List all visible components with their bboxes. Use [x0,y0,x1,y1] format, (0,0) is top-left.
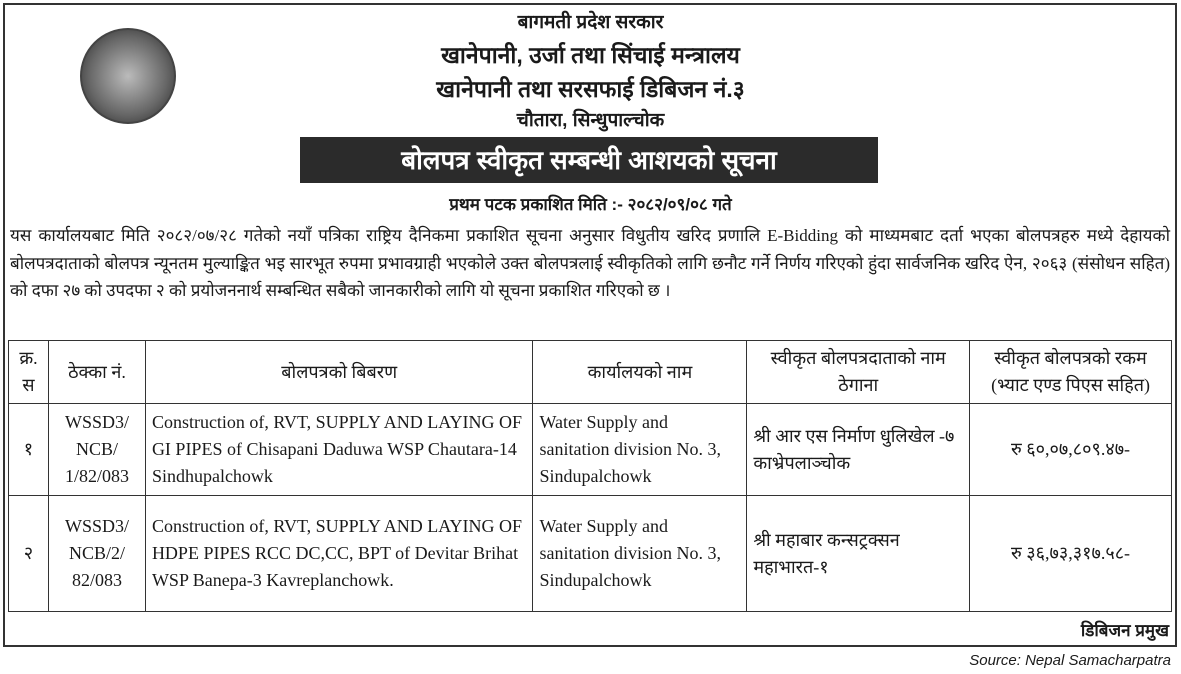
cell-bidder: श्री महाबार कन्सट्रक्सन महाभारत-१ [747,496,970,612]
cell-description: Construction of, RVT, SUPPLY AND LAYING OF GI PIPES of Chisapani Daduwa WSP Chautara-14 Sindhupalchowk [145,404,533,496]
cell-office: Water Supply and sanitation division No. 3, Sindupalchowk [533,496,747,612]
division-name: खानेपानी तथा सरसफाई डिबिजन नं.३ [436,76,745,102]
cell-sn: १ [9,404,49,496]
source-credit: Source: Nepal Samacharpatra [969,652,1171,669]
col-description: बोलपत्रको बिबरण [145,341,533,404]
cell-amount: रु ६०,०७,८०९.४७- [970,404,1172,496]
notice-body: यस कार्यालयबाट मिति २०८२/०७/२८ गतेको नयाँ पत्रिका राष्ट्रिय दैनिकमा प्रकाशित सूचना अनुसार विधुतीय खरिद प्रणालि E-Bidding को माध्यमबाट दर्ता भएका बोलपत्रहरु मध्ये देहायको बोलपत्रदाताको बोलपत्र न्यूनतम मुल्याङ्कित भइ सारभूत रुपमा प्रभावग्राही भएकोले उक्त बोलपत्रलाई स्वीकृतिको लागि छनौट गर्ने निर्णय गरिएको हुंदा सार्वजनिक खरिद ऐन, २०६३ (संसोधन सहित) को दफा २७ को उपदफा २ को प्रयोजननार्थ सम्बन्धित सबैको जानकारीको लागि यो सूचना प्रकाशित गरिएको छ । [10,226,1170,300]
cell-sn: २ [9,496,49,612]
published-date: प्रथम पटक प्रकाशित मिति :- २०८२/०९/०८ गते [449,195,732,214]
col-sn: क्र. स [9,341,49,404]
signature-division-chief: डिबिजन प्रमुख [1080,621,1169,640]
col-bidder: स्वीकृत बोलपत्रदाताको नाम ठेगाना [747,341,970,404]
bid-table [8,340,1172,612]
table-row [9,496,1172,612]
col-office: कार्यालयको नाम [533,341,747,404]
col-amount: स्वीकृत बोलपत्रको रकम (भ्याट एण्ड पिएस सहित) [970,341,1172,404]
cell-office: Water Supply and sanitation division No. 3, Sindupalchowk [533,404,747,496]
col-contract-no: ठेक्का नं. [48,341,145,404]
cell-contract-no: WSSD3/ NCB/2/ 82/083 [48,496,145,612]
office-location: चौतारा, सिन्धुपाल्चोक [516,110,665,131]
table-header-row [9,341,1172,404]
province-govt: बागमती प्रदेश सरकार [517,12,664,33]
cell-amount: रु ३६,७३,३१७.५८- [970,496,1172,612]
cell-bidder: श्री आर एस निर्माण धुलिखेल -७ काभ्रेपलाञ्चोक [747,404,970,496]
cell-description: Construction of, RVT, SUPPLY AND LAYING OF HDPE PIPES RCC DC,CC, BPT of Devitar Brihat WSP Banepa-3 Kavreplanchowk. [145,496,533,612]
ministry-name: खानेपानी, उर्जा तथा सिंचाई मन्त्रालय [441,42,740,68]
cell-contract-no: WSSD3/ NCB/ 1/82/083 [48,404,145,496]
table-row [9,404,1172,496]
notice-title: बोलपत्र स्वीकृत सम्बन्धी आशयको सूचना [300,137,878,183]
